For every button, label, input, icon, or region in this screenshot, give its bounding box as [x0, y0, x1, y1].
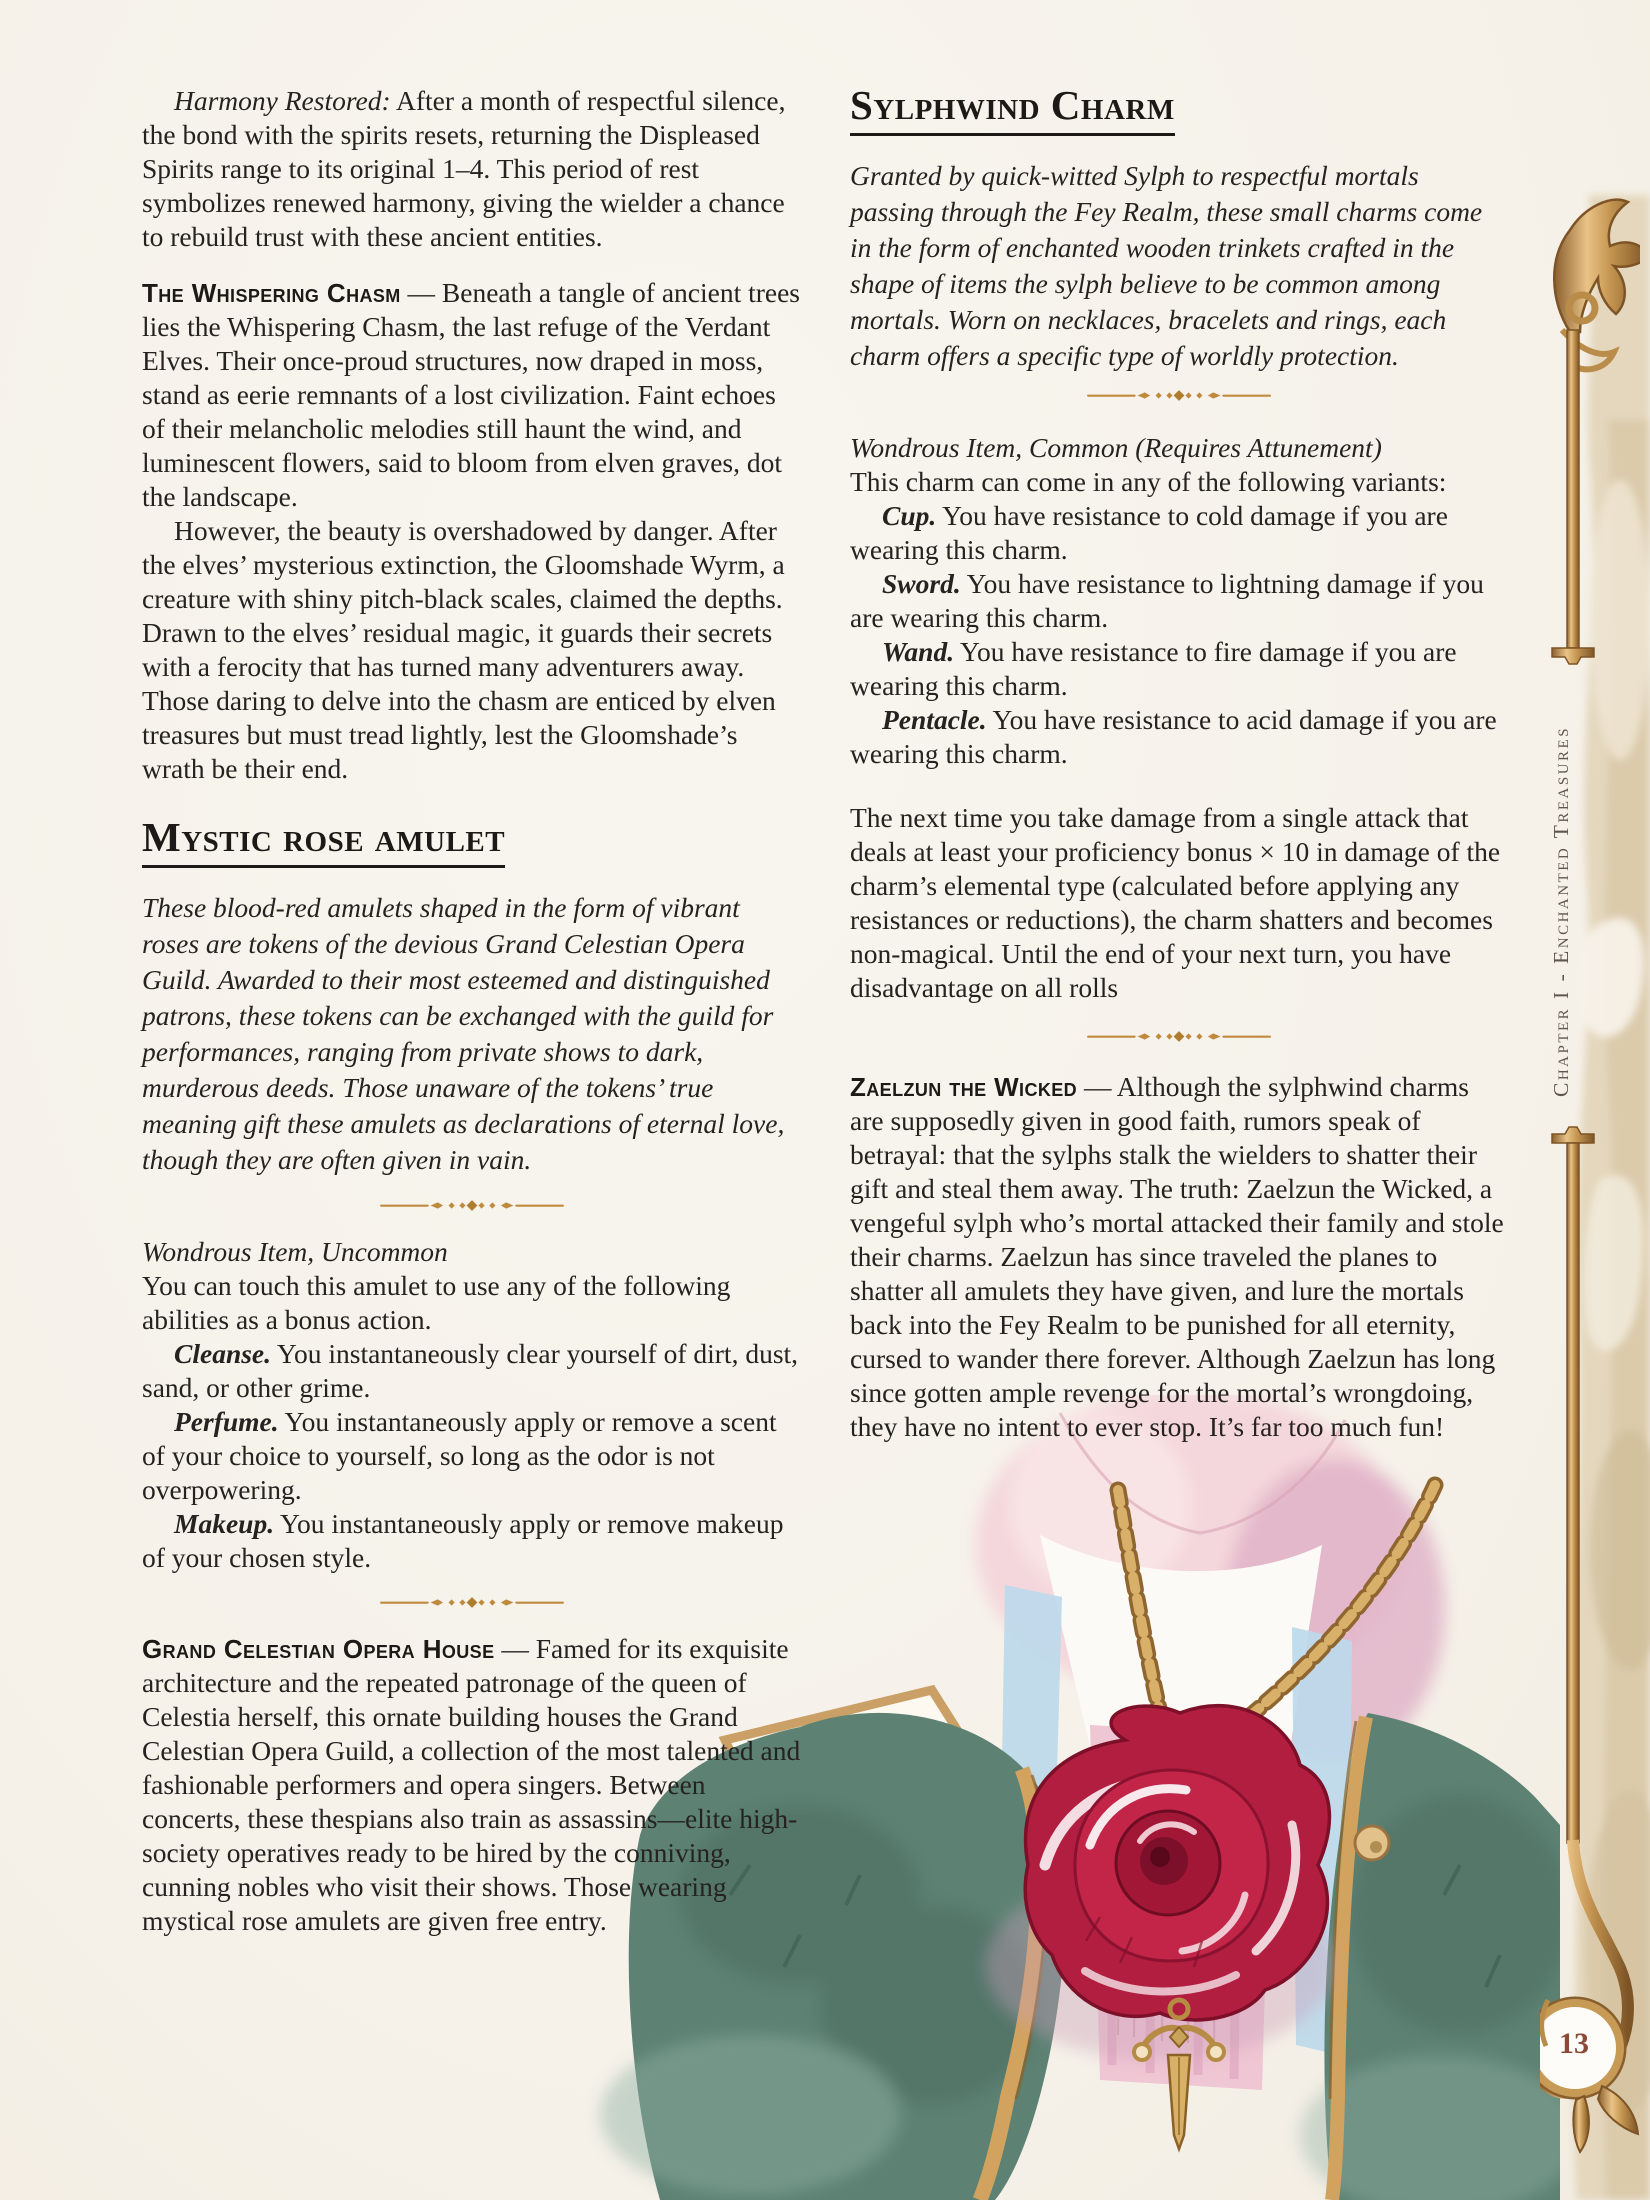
divider-ornament-icon: [1087, 388, 1271, 403]
ornamental-divider: [142, 1595, 802, 1610]
sidebar-gold-rod: [1540, 180, 1640, 2200]
ornamental-divider: [850, 388, 1508, 403]
ornamental-divider: [142, 1198, 802, 1213]
ability-perfume-text: You instantaneously apply or remove a scent of your choice to yourself, so long as the odor is not overpowering.: [142, 1406, 777, 1505]
whispering-chasm-paragraph: [142, 276, 802, 514]
zaelzun-paragraph: [850, 1070, 1508, 1444]
zaelzun-text: — Although the sylphwind charms are supposedly given in good faith, rumors speak of betrayal: that the sylphs stalk the wielders to shatter their gift and steal them away. The truth: Zaelzun the Wicked, a vengeful sylph who’s mortal attacked their family and stole their charms. Zaelzun has since traveled the planes to shatter all amulets they have given, and lure the mortals back into the Fey Realm to be punished for all eternity, cursed to wander there forever. Although Zaelzun has long since gotten ample revenge for the mortal’s wrongdoing, they have no intent to ever stop. It’s far too much fun!: [850, 1071, 1504, 1442]
variant-wand: [850, 635, 1508, 703]
ability-cleanse: [142, 1337, 802, 1405]
variant-pentacle-name: Pentacle.: [882, 704, 987, 735]
gloomshade-danger-paragraph: However, the beauty is overshadowed by danger. After the elves’ mysterious extinction, the Gloomshade Wyrm, a creature with shiny pitch-black scales, claimed the depths. Drawn to the elves’ residual magic, it guards their secrets with a ferocity that has turned many adventurers away. Those daring to delve into the chasm are enticed by elven treasures but must tread lightly, lest the Gloomshade’s wrath be their end.: [142, 515, 785, 784]
whispering-chasm-heading: The Whispering Chasm: [142, 278, 401, 308]
variant-wand-text: You have resistance to fire damage if you are wearing this charm.: [850, 636, 1457, 701]
mystic-rose-amulet-section: [142, 816, 802, 870]
charm-shatter-rule: The next time you take damage from a single attack that deals at least your proficiency bonus × 10 in damage of the charm’s elemental type (calculated before applying any resistances or reductions), the charm shatters and becomes non-magical. Until the end of your next turn, you have disadvantage on all rolls: [850, 802, 1501, 1003]
variant-sword: [850, 567, 1508, 635]
rose-item-type: Wondrous Item, Uncommon: [142, 1236, 448, 1267]
sylphwind-flavor-text: Granted by quick-witted Sylph to respectful mortals passing through the Fey Realm, these small charms come in the form of enchanted wooden trinkets crafted in the shape of items the sylph believe to be common among mortals. Worn on necklaces, bracelets and rings, each charm offers a specific type of worldly protection.: [850, 160, 1483, 371]
variant-cup-name: Cup.: [882, 500, 937, 531]
variant-pentacle: [850, 703, 1508, 771]
harmony-restored-paragraph: [142, 84, 802, 254]
variant-sword-name: Sword.: [882, 568, 961, 599]
divider-ornament-icon: [1087, 1029, 1271, 1044]
page-number-swirl: [1540, 1840, 1638, 2152]
opera-house-text: — Famed for its exquisite architecture and the repeated patronage of the queen of Celestia herself, this ornate building houses the Grand Celestian Opera Guild, a collection of the most talented and fashionable performers and opera singers. Between concerts, these thespians also train as assassins—elite high-society operatives ready to be hired by the conniving, cunning nobles who visit their shows. Those wearing mystical rose amulets are given free entry.: [142, 1633, 801, 1936]
left-column: [142, 84, 802, 1938]
page-number: 13: [1559, 2027, 1589, 2060]
ability-perfume: [142, 1405, 802, 1507]
mystic-rose-flavor-text: These blood-red amulets shaped in the form of vibrant roses are tokens of the devious Grand Celestian Opera Guild. Awarded to their most esteemed and distinguished patrons, these tokens can be exchanged with the guild for performances, ranging from private shows to dark, murderous deeds. Those unaware of the tokens’ true meaning gift these amulets as declarations of eternal love, though they are often given in vain.: [142, 892, 785, 1175]
harmony-restored-text: After a month of respectful silence, the bond with the spirits resets, returning the Displeased Spirits range to its original 1–4. This period of rest symbolizes renewed harmony, giving the wielder a chance to rebuild trust with these ancient entities.: [142, 85, 786, 252]
harmony-restored-lead: Harmony Restored:: [174, 85, 391, 116]
charm-intro: This charm can come in any of the following variants:: [850, 466, 1447, 497]
ability-perfume-name: Perfume.: [174, 1406, 279, 1437]
ability-cleanse-name: Cleanse.: [174, 1338, 272, 1369]
variant-wand-name: Wand.: [882, 636, 955, 667]
variant-cup: [850, 499, 1508, 567]
right-column: [850, 84, 1508, 1444]
whispering-chasm-text: — Beneath a tangle of ancient trees lies the Whispering Chasm, the last refuge of the Verdant Elves. Their once-proud structures, now draped in moss, stand as eerie remnants of a lost civilization. Faint echoes of their melancholic melodies still haunt the wind, and luminescent flowers, said to bloom from elven graves, dot the landscape.: [142, 277, 801, 512]
variant-sword-text: You have resistance to lightning damage if you are wearing this charm.: [850, 568, 1484, 633]
opera-house-heading: Grand Celestian Opera House: [142, 1634, 495, 1664]
ability-makeup-name: Makeup.: [174, 1508, 275, 1539]
ornamental-divider: [850, 1029, 1508, 1044]
divider-ornament-icon: [380, 1198, 564, 1213]
opera-house-paragraph: [142, 1632, 802, 1938]
variant-pentacle-text: You have resistance to acid damage if you are wearing this charm.: [850, 704, 1497, 769]
mystic-rose-amulet-heading: Mystic rose amulet: [142, 816, 505, 868]
ability-makeup: [142, 1507, 802, 1575]
ability-makeup-text: You instantaneously apply or remove makeup of your chosen style.: [142, 1508, 784, 1573]
variant-cup-text: You have resistance to cold damage if you are wearing this charm.: [850, 500, 1448, 565]
charm-item-type: Wondrous Item, Common (Requires Attunement): [850, 432, 1382, 463]
sylphwind-charm-heading: Sylphwind Charm: [850, 84, 1175, 136]
sidebar-chapter-title: Chapter I - Enchanted Treasures: [1549, 725, 1573, 1097]
rose-intro: You can touch this amulet to use any of the following abilities as a bonus action.: [142, 1270, 731, 1335]
ability-cleanse-text: You instantaneously clear yourself of dirt, dust, sand, or other grime.: [142, 1338, 799, 1403]
divider-ornament-icon: [380, 1595, 564, 1610]
zaelzun-heading: Zaelzun the Wicked: [850, 1072, 1078, 1102]
